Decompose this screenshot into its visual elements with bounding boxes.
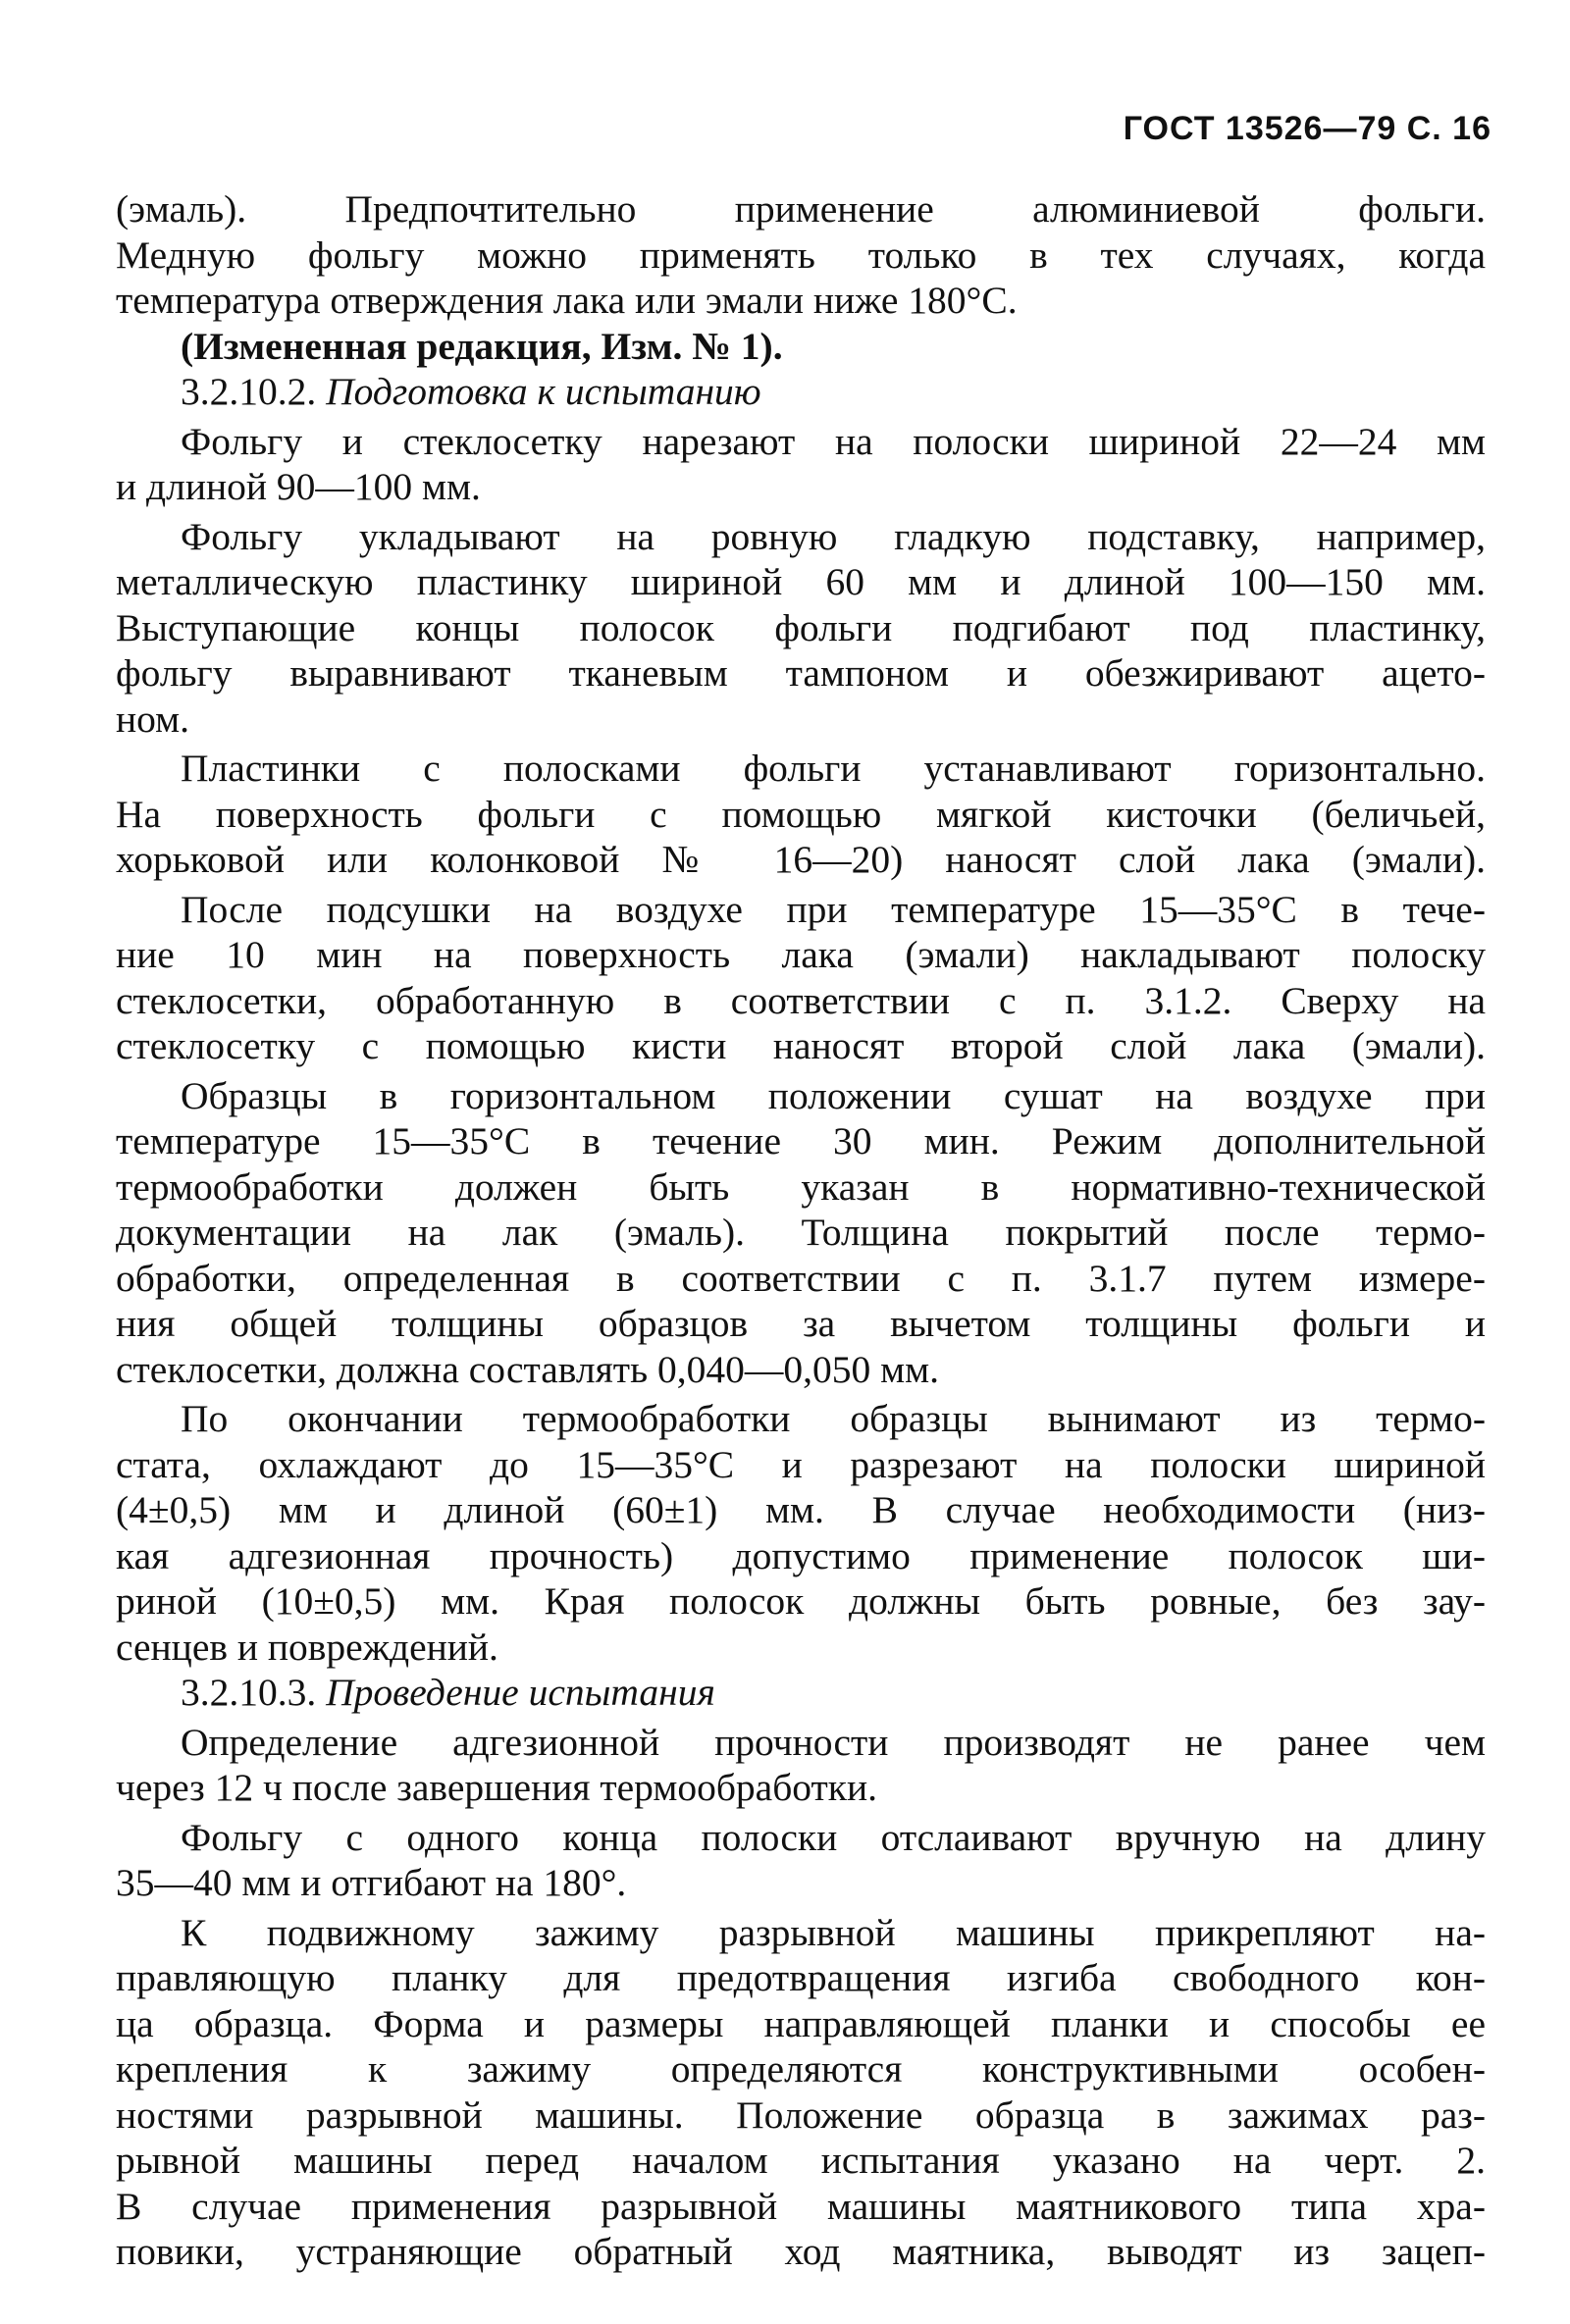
text-line: Медную фольгу можно применять только в тех случаях, когда (116, 232, 1486, 277)
text-line: сенцев и повреждений. (116, 1625, 498, 1669)
section-number: 3.2.10.2. (181, 370, 317, 413)
text-line: стеклосетку с помощью кисти наносят второй слой лака (эмали). (116, 1024, 1486, 1067)
text-line: На поверхность фольги с помощью мягкой кисточки (беличьей, (116, 792, 1486, 836)
text-line: стеклосетки, обработанную в соответствии с п. 3.1.2. Сверху на (116, 978, 1486, 1022)
text-line: термообработки должен быть указан в нормативно-технической (116, 1164, 1486, 1209)
text-line: стеклосетки, должна составлять 0,040—0,050 мм. (116, 1347, 939, 1391)
text-line: температуре 15—35°С в течение 30 мин. Режим дополнительной (116, 1119, 1486, 1162)
paragraph (116, 887, 1486, 1069)
text-line: через 12 ч после завершения термообработки. (116, 1766, 877, 1809)
text-line: Определение адгезионной прочности производят не ранее чем (181, 1720, 1486, 1764)
paragraph (116, 514, 1486, 743)
text-line: ца образца. Форма и размеры направляющей планки и способы ее (116, 2001, 1486, 2045)
section-title: Подготовка к испытанию (326, 370, 761, 413)
paragraph (116, 1815, 1486, 1906)
text-line: крепления к зажиму определяются конструктивными особен- (116, 2047, 1486, 2091)
document-body (116, 186, 1486, 2275)
text-line: Фольгу укладывают на ровную гладкую подставку, например, (181, 514, 1486, 558)
text-line: После подсушки на воздухе при температуре 15—35°С в тече- (181, 887, 1486, 931)
text-line: рывной машины перед началом испытания указано на черт. 2. (116, 2139, 1486, 2182)
text-line: ния общей толщины образцов за вычетом толщины фольги и (116, 1302, 1486, 1345)
text-line: Образцы в горизонтальном положении сушат на воздухе при (181, 1073, 1486, 1117)
text-line: По окончании термообработки образцы вынимают из термо- (181, 1397, 1486, 1440)
text-line: риной (10±0,5) мм. Края полосок должны быть ровные, без зау- (116, 1579, 1486, 1623)
paragraph (116, 1396, 1486, 1670)
text-line: ние 10 мин на поверхность лака (эмали) накладывают полоску (116, 933, 1486, 976)
text-line: температура отверждения лака или эмали ниже 180°С. (116, 279, 1018, 322)
text-line: Выступающие концы полосок фольги подгибают под пластинку, (116, 605, 1486, 649)
text-line: хорьковой или колонковой № 16—20) наносят слой лака (эмали). (116, 838, 1486, 881)
text-line: (4±0,5) мм и длиной (60±1) мм. В случае необходимости (низ- (116, 1488, 1486, 1531)
section-number: 3.2.10.3. (181, 1671, 317, 1714)
text-line: стата, охлаждают до 15—35°С и разрезают на полоски шириной (116, 1442, 1486, 1486)
text-line: (эмаль). Предпочтительно применение алюминиевой фольги. (116, 187, 1486, 231)
paragraph (116, 1073, 1486, 1393)
paragraph (116, 1910, 1486, 2275)
amendment-note: (Измененная редакция, Изм. № 1). (181, 324, 783, 368)
text-line: ном. (116, 697, 190, 741)
text-line: Фольгу с одного конца полоски отслаивают вручную на длину (181, 1815, 1486, 1859)
section-heading-3-2-10-2 (116, 369, 1486, 415)
paragraph-continuation (116, 186, 1486, 324)
text-line: Фольгу и стеклосетку нарезают на полоски шириной 22—24 мм (181, 419, 1486, 463)
paragraph (116, 419, 1486, 510)
section-heading-3-2-10-3 (116, 1670, 1486, 1716)
text-line: В случае применения разрывной машины маятникового типа хра- (116, 2184, 1486, 2228)
text-line: фольгу выравнивают тканевым тампоном и обезжиривают ацето- (116, 651, 1486, 695)
text-line: документации на лак (эмаль). Толщина покрытий после термо- (116, 1211, 1486, 1254)
text-line: и длиной 90—100 мм. (116, 465, 481, 508)
running-head: ГОСТ 13526—79 С. 16 (1123, 110, 1492, 147)
text-line: 35—40 мм и отгибают на 180°. (116, 1861, 627, 1904)
paragraph (116, 1720, 1486, 1811)
text-line: повики, устраняющие обратный ход маятника, выводят из зацеп- (116, 2230, 1486, 2273)
section-title: Проведение испытания (326, 1671, 715, 1714)
paragraph (116, 746, 1486, 883)
text-line: обработки, определенная в соответствии с п. 3.1.7 путем измере- (116, 1256, 1486, 1300)
text-line: Пластинки с полосками фольги устанавливают горизонтально. (181, 747, 1486, 790)
text-line: К подвижному зажиму разрывной машины прикрепляют на- (181, 1910, 1486, 1954)
text-line: кая адгезионная прочность) допустимо применение полосок ши- (116, 1533, 1486, 1577)
text-line: ностями разрывной машины. Положение образца в зажимах раз- (116, 2092, 1486, 2137)
text-line: правляющую планку для предотвращения изгиба свободного кон- (116, 1956, 1486, 1999)
text-line: металлическую пластинку шириной 60 мм и длиной 100—150 мм. (116, 560, 1486, 603)
